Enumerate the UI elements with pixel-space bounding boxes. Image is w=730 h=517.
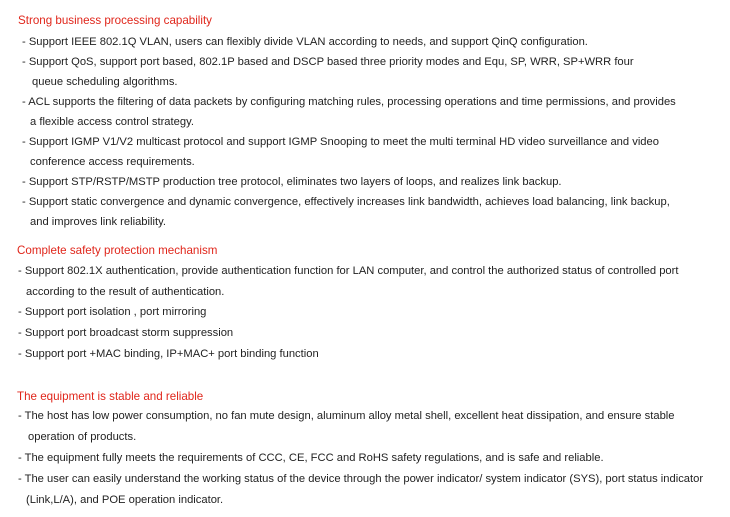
list-item: - Support static convergence and dynamic convergence, effectively increases link bandwidth, achieves load balancing, link backup, [22, 196, 670, 208]
list-item-continuation: conference access requirements. [30, 156, 195, 168]
list-item: - Support port broadcast storm suppression [18, 327, 234, 339]
list-item: - ACL supports the filtering of data packets by configuring matching rules, processing operations and time permissions, and provides [22, 96, 676, 108]
list-item: - The host has low power consumption, no fan mute design, aluminum alloy metal shell, excellent heat dissipation, and ensure stable [18, 410, 675, 422]
list-item-continuation: queue scheduling algorithms. [32, 76, 178, 88]
list-item: - Support QoS, support port based, 802.1P based and DSCP based three priority modes and Equ, SP, WRR, SP+WRR four [22, 56, 634, 68]
list-item-continuation: and improves link reliability. [30, 216, 166, 228]
section-title-stable-reliable: The equipment is stable and reliable [17, 390, 204, 403]
list-item-continuation: operation of products. [28, 431, 137, 443]
section-title-business-processing: Strong business processing capability [18, 14, 212, 27]
list-item: - The user can easily understand the working status of the device through the power indicator/ system indicator (SYS), port status indicator [18, 473, 704, 485]
list-item-continuation: (Link,L/A), and POE operation indicator. [26, 494, 224, 506]
list-item: - Support port isolation , port mirroring [18, 306, 207, 318]
section-title-safety-protection: Complete safety protection mechanism [17, 244, 218, 257]
list-item: - The equipment fully meets the requirements of CCC, CE, FCC and RoHS safety regulations, and is safe and reliable. [18, 452, 604, 464]
list-item-continuation: according to the result of authentication. [26, 286, 225, 298]
list-item: - Support IEEE 802.1Q VLAN, users can flexibly divide VLAN according to needs, and support QinQ configuration. [22, 36, 588, 48]
list-item-continuation: a flexible access control strategy. [30, 116, 194, 128]
list-item: - Support 802.1X authentication, provide authentication function for LAN computer, and control the authorized status of controlled port [18, 265, 679, 277]
list-item: - Support port +MAC binding, IP+MAC+ port binding function [18, 348, 319, 360]
list-item: - Support STP/RSTP/MSTP production tree protocol, eliminates two layers of loops, and realizes link backup. [22, 176, 562, 188]
list-item: - Support IGMP V1/V2 multicast protocol and support IGMP Snooping to meet the multi terminal HD video surveillance and video [22, 136, 659, 148]
